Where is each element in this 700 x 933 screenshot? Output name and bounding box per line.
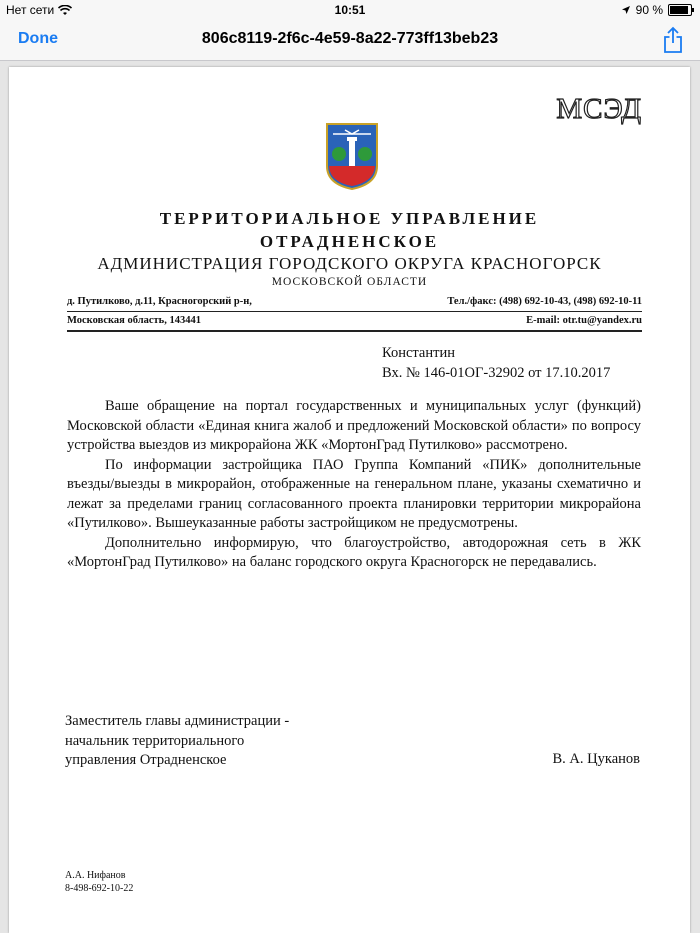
header-rule-thick bbox=[67, 330, 642, 332]
address-line1: д. Путилково, д.11, Красногорский р-н, bbox=[67, 296, 252, 307]
battery-percent: 90 % bbox=[635, 3, 663, 17]
paragraph: Дополнительно информирую, что благоустройство, автодорожная сеть в ЖК «МортонГрад Путилково» на баланс городского округа Красногорск не передавались. bbox=[67, 534, 641, 570]
signer-title-line: управления Отрадненское bbox=[65, 752, 227, 768]
org-name-line3: АДМИНИСТРАЦИЯ ГОРОДСКОГО ОКРУГА КРАСНОГОРСК bbox=[97, 254, 602, 273]
status-bar bbox=[0, 0, 700, 20]
executor-name: А.А. Нифанов bbox=[65, 870, 126, 881]
coat-of-arms-icon bbox=[325, 122, 379, 190]
email-line: E-mail: otr.tu@yandex.ru bbox=[526, 315, 642, 326]
address-line2: Московская область, 143441 bbox=[67, 315, 201, 326]
battery-level bbox=[670, 6, 688, 14]
share-icon[interactable] bbox=[662, 26, 684, 54]
signer-title-line: начальник территориального bbox=[65, 732, 245, 749]
paragraph: Ваше обращение на портал государственных и муниципальных услуг (функций) Московской области «Единая книга жалоб и предложений Московской области» по вопросу устройства выездов из микрорайона ЖК «МортонГрад Путилково» рассмотрено. bbox=[67, 398, 641, 453]
signer-title bbox=[65, 712, 289, 771]
recipient-name: Константин bbox=[382, 345, 455, 361]
carrier-label: Нет сети bbox=[6, 3, 55, 17]
recipient-block bbox=[382, 343, 610, 383]
document-title: 806c8119-2f6c-4e59-8a22-773ff13beb23 bbox=[201, 30, 499, 47]
document-page bbox=[9, 67, 690, 933]
battery-icon bbox=[668, 4, 692, 16]
phone-line: Тел./факс: (498) 692-10-43, (498) 692-10-11 bbox=[447, 296, 642, 307]
paragraph: По информации застройщика ПАО Группа Компаний «ПИК» дополнительные въезды/выезды в микрорайон, отображенные на генеральном плане, указаны схематично и лежат за пределами границ согласованного проекта планировки территории микрорайона «Путилково». Вышеуказанные работы застройщиком не предусмотрены. bbox=[67, 456, 641, 531]
msed-stamp: МСЭД bbox=[556, 93, 642, 125]
org-name-line4: МОСКОВСКОЙ ОБЛАСТИ bbox=[271, 276, 428, 288]
org-name-line2: ОТРАДНЕНСКОЕ bbox=[259, 232, 440, 251]
status-right bbox=[621, 3, 692, 17]
executor-block bbox=[65, 869, 133, 895]
executor-phone: 8-498-692-10-22 bbox=[65, 883, 134, 894]
org-name-line1: ТЕРРИТОРИАЛЬНОЕ УПРАВЛЕНИЕ bbox=[159, 209, 540, 228]
letter-body bbox=[67, 397, 641, 573]
recipient-reference: Вх. № 146-01ОГ-32902 от 17.10.2017 bbox=[382, 365, 611, 381]
location-arrow-icon bbox=[621, 5, 631, 15]
signer-name: В. А. Цуканов bbox=[552, 751, 640, 767]
navigation-bar bbox=[0, 20, 700, 61]
done-button[interactable]: Done bbox=[18, 30, 58, 47]
signer-title-line: Заместитель главы администрации - bbox=[65, 713, 290, 729]
header-rule-thin bbox=[67, 311, 642, 312]
status-time: 10:51 bbox=[334, 3, 366, 17]
